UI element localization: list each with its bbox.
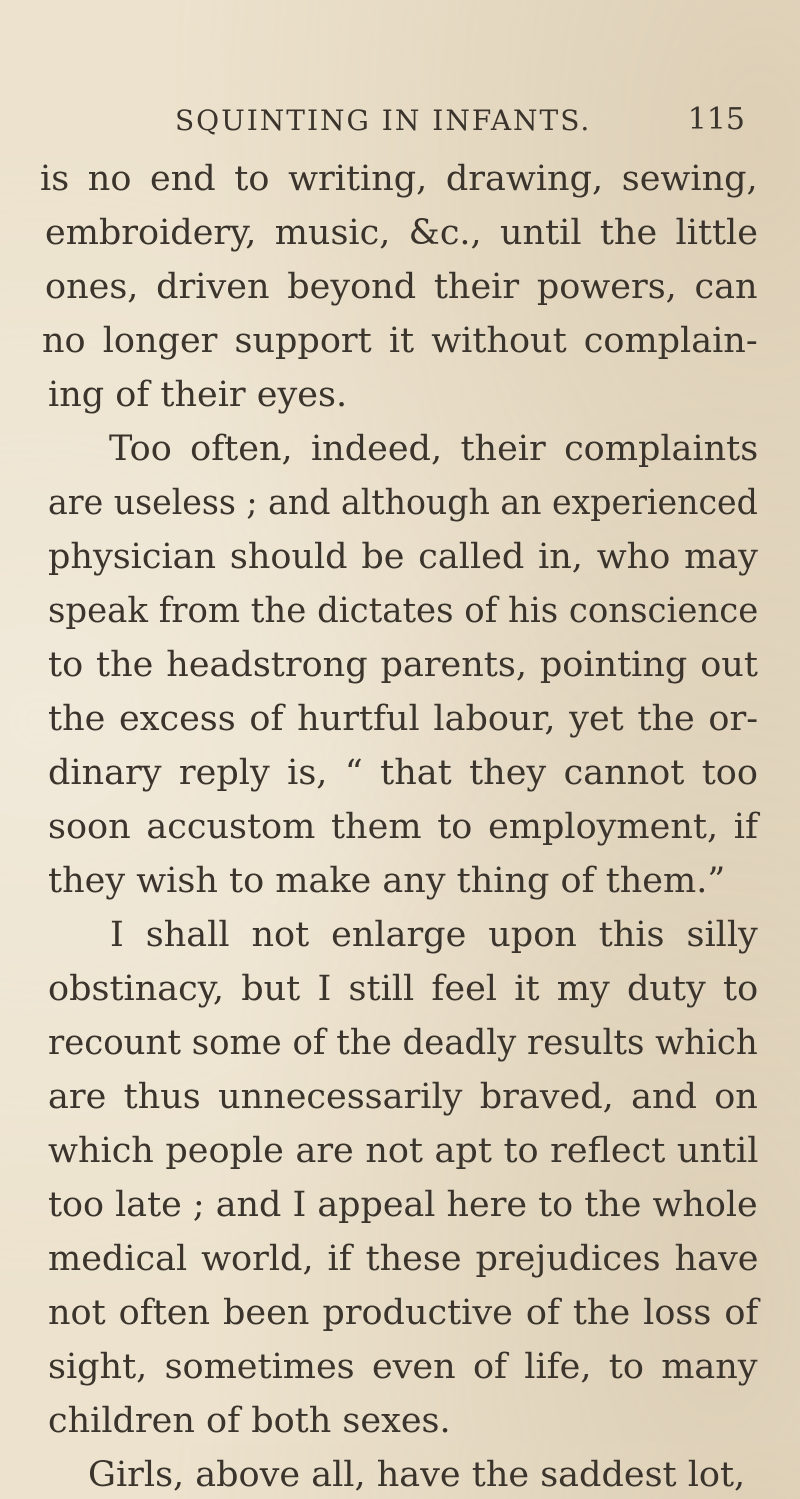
running-title: SQUINTING IN INFANTS. xyxy=(175,104,592,137)
text-line: Girls, above all, have the saddest lot, xyxy=(88,1455,746,1495)
text-line: medical world, if these prejudices have xyxy=(48,1239,759,1279)
text-line: obstinacy, but I still feel it my duty to xyxy=(48,969,759,1009)
text-line: embroidery, music, &c., until the little xyxy=(45,213,758,253)
text-line: they wish to make any thing of them.” xyxy=(48,861,726,901)
text-line: which people are not apt to reflect until xyxy=(48,1131,759,1171)
text-line: is no end to writing, drawing, sewing, xyxy=(40,159,758,199)
text-line: speak from the dictates of his conscience xyxy=(48,591,759,631)
text-line: recount some of the deadly results which xyxy=(48,1023,758,1063)
text-line: are thus unnecessarily braved, and on xyxy=(48,1077,758,1117)
text-line: ing of their eyes. xyxy=(48,375,348,415)
text-line: not often been productive of the loss of xyxy=(48,1293,759,1333)
text-line: soon accustom them to employment, if xyxy=(48,807,758,847)
text-line: the excess of hurtful labour, yet the or- xyxy=(48,699,759,739)
page-number: 115 xyxy=(687,102,745,137)
text-line: physician should be called in, who may xyxy=(48,537,758,577)
text-line: dinary reply is, “ that they cannot too xyxy=(48,753,758,793)
running-head xyxy=(175,104,745,148)
text-line: Too often, indeed, their complaints xyxy=(109,429,759,469)
text-line: ones, driven beyond their powers, can xyxy=(45,267,758,307)
text-line: I shall not enlarge upon this silly xyxy=(110,915,758,955)
text-line: to the headstrong parents, pointing out xyxy=(48,645,758,685)
text-line: too late ; and I appeal here to the whole xyxy=(48,1185,758,1225)
text-line: children of both sexes. xyxy=(48,1401,451,1441)
text-line: are useless ; and although an experienced xyxy=(48,483,758,523)
text-line: sight, sometimes even of life, to many xyxy=(48,1347,758,1387)
text-line: no longer support it without complain- xyxy=(42,321,758,361)
